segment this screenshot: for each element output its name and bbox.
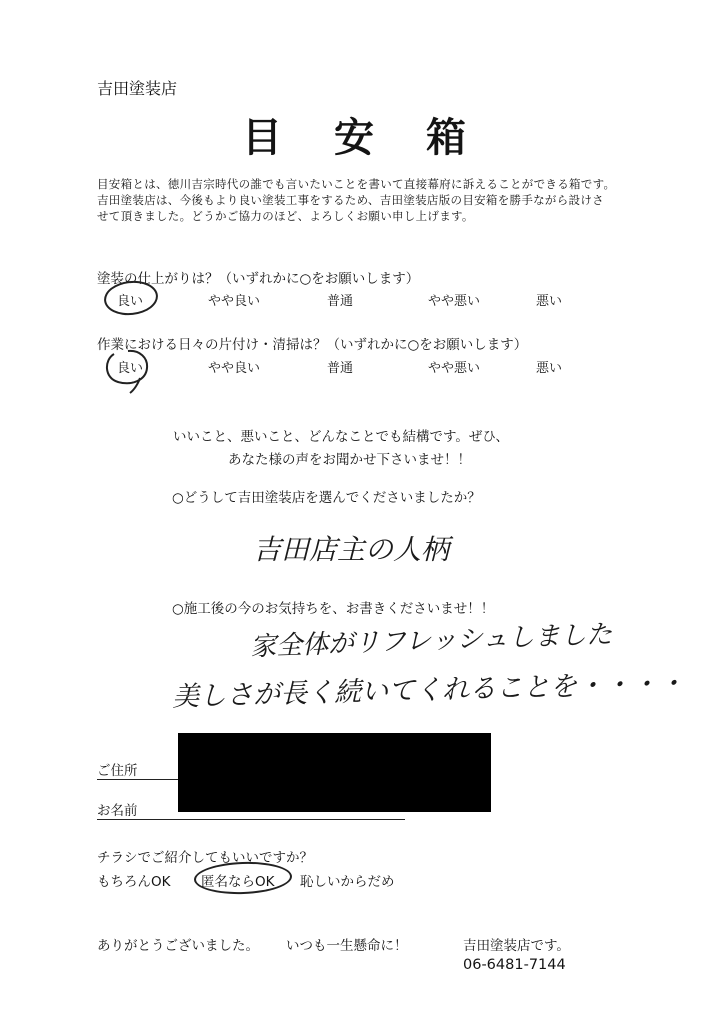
q1-option-fairly-good[interactable]: やや良い [208, 294, 261, 309]
q3-question: ○どうして吉田塗装店を選んでくださいましたか？ [172, 490, 481, 506]
q4-handwritten-answer-line-2[interactable]: 美しさが長く続いてくれることを・・・・ [171, 668, 686, 713]
q1-option-fairly-bad[interactable]: やや悪い [428, 294, 481, 309]
q2-option-fairly-bad[interactable]: やや悪い [428, 361, 481, 376]
flyer-option-anonymous-ok[interactable]: 匿名ならOK [201, 874, 275, 890]
footer-shop-line: 吉田塗装店です。 [463, 938, 570, 954]
q1-option-good[interactable]: 良い [117, 294, 144, 309]
flyer-question: チラシでご紹介してもいいですか？ [97, 850, 313, 866]
name-underline [97, 819, 405, 820]
prompt-line-2: あなた様の声をお聞かせ下さいませ！！ [228, 452, 471, 468]
name-label: お名前 [97, 803, 138, 819]
address-label: ご住所 [97, 763, 138, 779]
intro-line-3: せて頂きました。どうかご協力のほど、よろしくお願い申し上げます。 [97, 209, 474, 223]
q2-selection-circle [100, 344, 160, 396]
q2-question: 作業における日々の片付け・清掃は？（いずれかに○をお願いします） [97, 337, 528, 353]
footer-motto: いつも一生懸命に！ [286, 938, 408, 954]
prompt-line-1: いいこと、悪いこと、どんなことでも結構です。ぜひ、 [173, 429, 509, 445]
flyer-option-no[interactable]: 恥しいからだめ [300, 874, 395, 890]
q2-option-bad[interactable]: 悪い [536, 361, 563, 376]
q3-handwritten-answer[interactable]: 吉田店主の人柄 [253, 533, 450, 566]
redaction-block [178, 733, 491, 812]
q2-option-fairly-good[interactable]: やや良い [208, 361, 261, 376]
q1-option-bad[interactable]: 悪い [536, 294, 563, 309]
q4-handwritten-answer-line-1[interactable]: 家全体がリフレッシュしました [249, 619, 613, 663]
page-title: 目安箱 [242, 115, 518, 161]
flyer-option-ok[interactable]: もちろんOK [97, 874, 171, 890]
footer-phone[interactable]: 06-6481-7144 [463, 957, 566, 973]
q1-option-average[interactable]: 普通 [327, 294, 354, 309]
q1-question: 塗装の仕上がりは？（いずれかに○をお願いします） [97, 271, 420, 287]
intro-line-1: 目安箱とは、徳川吉宗時代の誰でも言いたいことを書いて直接幕府に訴えることができる箱です。 [97, 177, 616, 191]
q2-option-good[interactable]: 良い [117, 361, 144, 376]
shop-name: 吉田塗装店 [97, 79, 178, 98]
q4-question: ○施工後の今のお気持ちを、お書きくださいませ！！ [172, 601, 495, 617]
footer-thanks: ありがとうございました。 [97, 938, 259, 954]
intro-line-2: 吉田塗装店は、今後もより良い塗装工事をするため、吉田塗装店版の目安箱を勝手ながら設けさ [97, 193, 604, 207]
q2-option-average[interactable]: 普通 [327, 361, 354, 376]
